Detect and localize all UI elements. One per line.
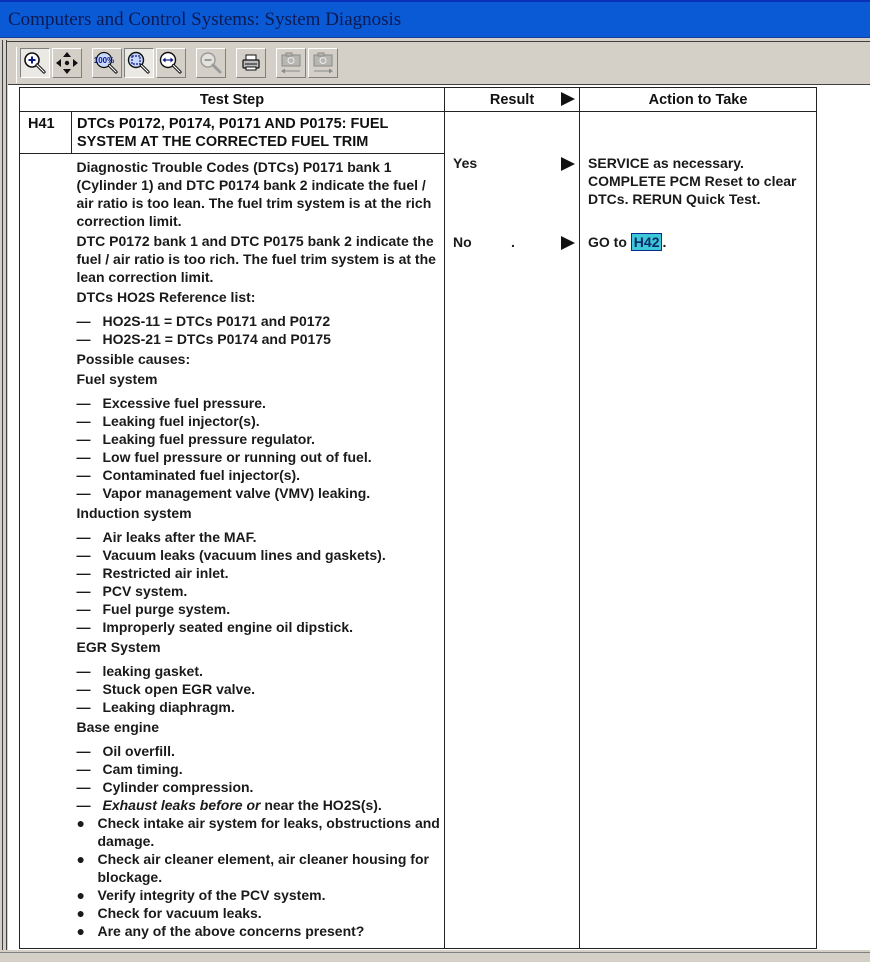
list-item: ● Check for vacuum leaks. [76, 905, 262, 921]
list-item: — Improperly seated engine oil dipstick. [76, 619, 354, 635]
fit-page-button[interactable] [124, 48, 154, 78]
list-item: ● Check air cleaner element, air cleaner housing for blockage. [76, 851, 429, 885]
result-yes-label: Yes [453, 155, 478, 171]
magnifier-width-icon [158, 50, 184, 76]
zoom-in-button[interactable] [20, 48, 50, 78]
header-action: Action to Take [580, 88, 817, 112]
result-no-label: No [453, 234, 472, 250]
list-item: — Leaking fuel injector(s). [76, 413, 260, 429]
magnifier-minus-icon [198, 50, 224, 76]
zoom-out-button[interactable] [196, 48, 226, 78]
cause-group-heading: Induction system [76, 505, 192, 521]
figure-forward-icon [310, 50, 336, 76]
arrow-right-icon [561, 157, 575, 171]
list-item: — Stuck open EGR valve. [76, 681, 255, 697]
diagnostic-table [19, 87, 817, 949]
list-item: — Vacuum leaks (vacuum lines and gaskets). [76, 547, 386, 563]
arrow-right-icon [561, 236, 575, 250]
list-item: ● Verify integrity of the PCV system. [76, 887, 326, 903]
list-item: — leaking gasket. [76, 663, 203, 679]
step-title: DTCs P0172, P0174, P0171 AND P0175: FUEL SYSTEM AT THE CORRECTED FUEL TRIM [72, 112, 445, 154]
viewer-toolbar [12, 44, 870, 84]
list-item: — Air leaks after the MAF. [76, 529, 257, 545]
list-item: — Leaking diaphragm. [76, 699, 235, 715]
list-item: — Excessive fuel pressure. [76, 395, 266, 411]
list-item: — Vapor management valve (VMV) leaking. [76, 485, 371, 501]
next-figure-button[interactable] [308, 48, 338, 78]
fit-width-button[interactable] [156, 48, 186, 78]
question-item: ● Are any of the above concerns present? [76, 923, 365, 939]
window-title: Computers and Control Systems: System Diagnosis [8, 9, 402, 30]
print-button[interactable] [236, 48, 266, 78]
goto-h42-link[interactable]: H42 [631, 233, 663, 251]
action-cell [580, 112, 817, 949]
list-item: — Low fuel pressure or running out of fuel. [76, 449, 372, 465]
result-no-mark: . [511, 234, 515, 250]
previous-figure-button[interactable] [276, 48, 306, 78]
cause-list-fuel [77, 394, 441, 502]
header-result-label: Result [489, 91, 535, 108]
action-no-suffix: . [662, 234, 667, 250]
action-no-prefix: GO to [588, 234, 631, 250]
list-item: — Contaminated fuel injector(s). [76, 467, 301, 483]
list-item: ● Check intake air system for leaks, obstructions and damage. [76, 815, 440, 849]
pan-button[interactable] [52, 48, 82, 78]
paragraph-lean: Diagnostic Trouble Codes (DTCs) P0171 bank 1 (Cylinder 1) and DTC P0174 bank 2 indicate the fuel / air ratio is too lean. The fuel trim system is at the rich correction limit. [76, 159, 432, 229]
step-title-row [20, 112, 817, 154]
reference-list-heading: DTCs HO2S Reference list: [76, 289, 256, 305]
action-yes: SERVICE as necessary. COMPLETE PCM Reset to clear DTCs. RERUN Quick Test. [588, 155, 797, 207]
list-item: — Restricted air inlet. [76, 565, 229, 581]
result-yes [453, 154, 575, 172]
table-header-row [20, 88, 817, 112]
figure-back-icon [278, 50, 304, 76]
cause-list-egr [77, 662, 441, 716]
cause-group-heading: Fuel system [76, 371, 158, 387]
cause-list-base-engine [77, 742, 441, 814]
result-no [453, 233, 575, 251]
magnifier-100-icon [94, 50, 120, 76]
printer-icon [238, 50, 264, 76]
magnifier-fit-icon [126, 50, 152, 76]
list-item: — Cam timing. [76, 761, 183, 777]
cause-group-heading: EGR System [76, 639, 161, 655]
list-item: — HO2S-21 = DTCs P0174 and P0175 [76, 331, 331, 347]
list-item: — PCV system. [76, 583, 188, 599]
action-no [588, 233, 810, 251]
list-item: — Leaking fuel pressure regulator. [76, 431, 315, 447]
header-test-step: Test Step [20, 88, 445, 112]
svg-text:100%: 100% [94, 56, 115, 65]
list-item: — Exhaust leaks before or near the HO2S(s). [76, 797, 382, 813]
arrow-right-icon [561, 92, 575, 106]
list-item: — Oil overfill. [76, 743, 175, 759]
status-bar [0, 952, 870, 962]
step-body-gutter [20, 154, 72, 949]
check-list [77, 814, 441, 940]
list-item: — Cylinder compression. [76, 779, 254, 795]
step-id: H41 [20, 112, 72, 154]
possible-causes-heading: Possible causes: [76, 351, 191, 367]
zoom-100-button[interactable] [92, 48, 122, 78]
result-cell [445, 112, 580, 949]
magnifier-plus-icon [22, 50, 48, 76]
cause-list-induction [77, 528, 441, 636]
list-item: — Fuel purge system. [76, 601, 231, 617]
document-pane [8, 84, 870, 950]
step-body [72, 154, 445, 949]
cause-group-heading: Base engine [76, 719, 159, 735]
reference-list [77, 312, 441, 348]
list-item: — HO2S-11 = DTCs P0171 and P0172 [76, 313, 331, 329]
four-way-arrow-icon [54, 50, 80, 76]
window-title-bar [0, 0, 870, 38]
paragraph-rich: DTC P0172 bank 1 and DTC P0175 bank 2 indicate the fuel / air ratio is too rich. The fuel trim system is at the lean correction limit. [76, 233, 436, 285]
header-result [445, 88, 580, 112]
